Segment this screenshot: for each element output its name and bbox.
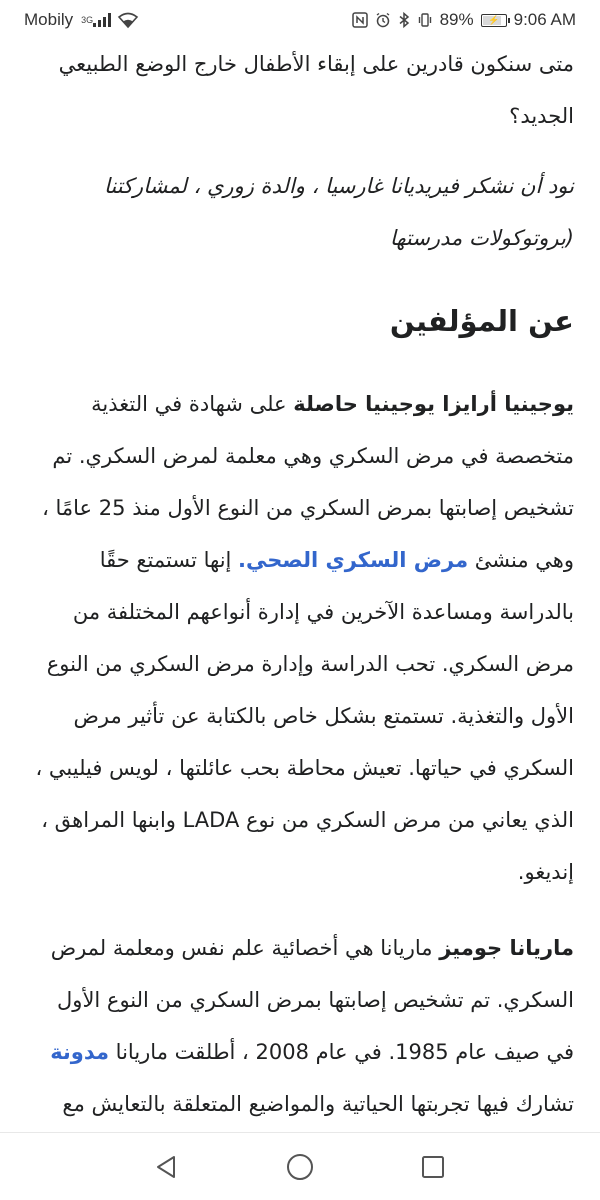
- status-left: [24, 10, 138, 30]
- recents-button[interactable]: [403, 1137, 463, 1197]
- recents-square-icon: [420, 1154, 446, 1180]
- bio-text: تشارك فيها تجربتها الحياتية والمواضيع المتعلقة بالتعايش مع: [62, 1092, 574, 1116]
- bio-text: على شهادة في التغذية متخصصة في مرض السكري وهي معلمة لمرض السكري. تم تشخيص إصابتها بمرض السكري من النوع الأول منذ 25 عامًا ، وهي منشئ: [42, 392, 574, 572]
- intro-paragraph: متى سنكون قادرين على إبقاء الأطفال خارج الوضع الطبيعي الجديد؟: [58, 52, 574, 128]
- author-bio-eugenia: [26, 378, 574, 898]
- home-circle-icon: [285, 1152, 315, 1182]
- network-type: 3G: [81, 15, 94, 25]
- vibrate-icon: [417, 12, 433, 28]
- bio-text: إنها تستمتع حقًا بالدراسة ومساعدة الآخرين في إدارة أنواعهم المختلفة من مرض السكري. تحب الدراسة وإدارة مرض السكري من النوع الأول والتغذية. تستمتع بشكل خاص بالكتابة عن تأثير مرض السكري في حياتها. تعيش محاطة بحب عائلتها ، لويس فيليبي ، الذي يعاني من مرض السكري من نوع LADA وابنها المراهق ، إنديغو.: [35, 548, 574, 884]
- author-name-mariana: ماريانا جوميز: [439, 936, 574, 960]
- carrier-name: Mobily: [24, 10, 74, 29]
- system-navigation-bar: [0, 1132, 600, 1200]
- status-bar: [0, 0, 600, 40]
- clock: 9:06 AM: [513, 10, 576, 29]
- authors-heading: عن المؤلفين: [389, 304, 574, 338]
- back-button[interactable]: [137, 1137, 197, 1197]
- healthy-diabetes-link[interactable]: مرض السكري الصحي.: [238, 548, 469, 572]
- blog-link[interactable]: مدونة: [50, 1040, 109, 1064]
- alarm-icon: [375, 12, 391, 28]
- article-content[interactable]: [0, 40, 600, 1132]
- bio-text: ماريانا هي أخصائية علم نفس ومعلمة لمرض السكري. تم تشخيص إصابتها بمرض السكري من النوع الأول في صيف عام 1985. في عام 2008 ، أطلقت ماريانا: [50, 936, 574, 1064]
- back-triangle-icon: [154, 1154, 180, 1180]
- nfc-icon: [352, 12, 368, 28]
- cellular-signal-icon: [80, 13, 111, 27]
- battery-percentage: 89%: [439, 10, 474, 29]
- status-right: [352, 10, 576, 30]
- author-name-eugenia: يوجينيا أرايزا يوجينيا حاصلة: [293, 392, 574, 416]
- battery-icon: ⚡: [481, 14, 507, 27]
- wifi-icon: [118, 12, 138, 28]
- bluetooth-icon: [398, 12, 410, 28]
- home-button[interactable]: [270, 1137, 330, 1197]
- thanks-paragraph: نود أن نشكر فيريديانا غارسيا ، والدة زوري ، لمشاركتنا (بروتوكولات مدرستها: [103, 174, 574, 250]
